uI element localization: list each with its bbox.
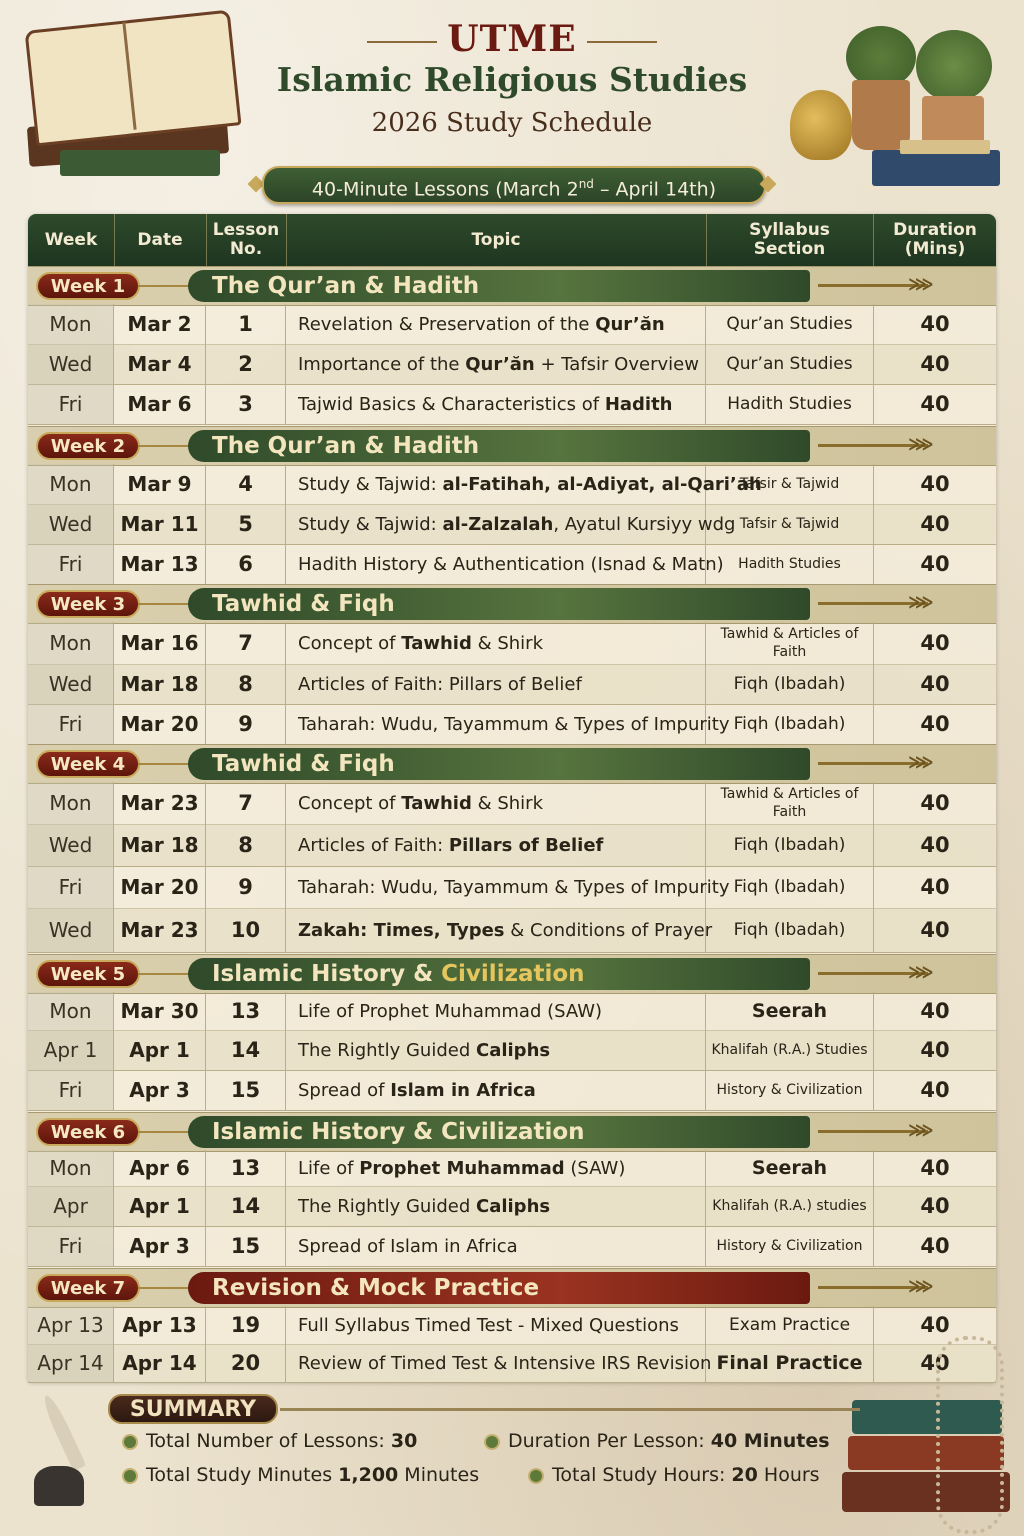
- col-duration: Duration (Mins): [893, 220, 977, 259]
- cell-date: Mar 16: [114, 622, 206, 664]
- topic-bold: Zakah: Times, Types: [298, 919, 505, 941]
- week-theme-banner: [188, 270, 810, 302]
- cell-syllabus-section: Tawhid & Articles of Faith: [706, 782, 874, 824]
- cell-duration: 40: [920, 999, 950, 1023]
- topic-text-end: , Ayatul Kursiyy wdg: [553, 513, 736, 535]
- topic-text: Articles of Faith: Pillars of Belief: [298, 673, 582, 695]
- cell-date: Apr 14: [114, 1344, 206, 1382]
- cell-day: Mon: [28, 782, 114, 824]
- topic-text: Articles of Faith:: [298, 834, 449, 856]
- topic-text: Study & Tajwid:: [298, 473, 443, 495]
- cell-topic: [286, 622, 706, 664]
- cell-duration: 40: [920, 312, 950, 336]
- cell-lesson-no: 1: [206, 304, 286, 344]
- week-connector: [138, 445, 193, 447]
- topic-bold: al-Fatihah, al-Adiyat, al-Qari’ah: [442, 473, 762, 495]
- week-band: [28, 584, 996, 624]
- cell-duration: 40: [920, 352, 950, 376]
- summary-label: Total Number of Lessons:: [146, 1430, 391, 1452]
- table-row: [28, 704, 996, 745]
- cell-day: Fri: [28, 544, 114, 584]
- summary-divider: [280, 1408, 860, 1411]
- week-theme-banner: [188, 958, 810, 990]
- cell-duration: 40: [920, 1156, 950, 1180]
- topic-text: Spread of Islam in Africa: [298, 1235, 518, 1257]
- bullet-icon: [486, 1436, 498, 1448]
- table-row: [28, 664, 996, 705]
- cell-syllabus-section: History & Civilization: [706, 1070, 874, 1110]
- col-section: Syllabus Section: [706, 214, 874, 266]
- bullet-icon: [124, 1436, 136, 1448]
- cell-duration: 40: [920, 712, 950, 736]
- cell-duration: 40: [920, 472, 950, 496]
- cell-date: Mar 18: [114, 824, 206, 866]
- cell-lesson-no: 14: [206, 1030, 286, 1070]
- week-band: [28, 266, 996, 306]
- cell-day: Wed: [28, 344, 114, 384]
- table-row: [28, 622, 996, 665]
- table-row: [28, 504, 996, 545]
- week-theme-banner: [188, 1116, 810, 1148]
- cell-topic: [286, 344, 706, 384]
- cell-day: Mon: [28, 304, 114, 344]
- week-pill: Week 1: [36, 272, 140, 300]
- cell-topic: [286, 544, 724, 584]
- summary-total-lessons: [124, 1430, 417, 1452]
- arrow-right-icon: ⋙: [908, 1276, 934, 1297]
- cell-lesson-no: 13: [206, 1150, 286, 1186]
- table-row: [28, 908, 996, 953]
- summary-total-hours: [530, 1464, 820, 1486]
- week-pill: Week 7: [36, 1274, 140, 1302]
- cell-day: Mon: [28, 464, 114, 504]
- subtitle: Islamic Religious Studies: [276, 60, 748, 99]
- arrow-right-icon: ⋙: [908, 962, 934, 983]
- topic-text: Full Syllabus Timed Test - Mixed Questions: [298, 1314, 679, 1336]
- cell-syllabus-section: Fiqh (Ibadah): [706, 866, 874, 908]
- cell-date: Mar 23: [114, 908, 206, 952]
- week-band: [28, 954, 996, 994]
- summary-label: Total Study Hours:: [552, 1464, 732, 1486]
- cell-date: Apr 1: [114, 1030, 206, 1070]
- topic-text-end: (SAW): [564, 1157, 626, 1179]
- cell-date: Mar 20: [114, 866, 206, 908]
- cell-syllabus-section: Qur’an Studies: [706, 344, 874, 384]
- topic-text: Taharah: Wudu, Tayammum & Types of Impurity: [298, 876, 730, 898]
- topic-text-end: & Shirk: [471, 632, 543, 654]
- cell-day: Fri: [28, 384, 114, 424]
- cell-day: Wed: [28, 824, 114, 866]
- cell-day: Wed: [28, 908, 114, 952]
- week-theme-banner: [188, 1272, 810, 1304]
- cell-day: Mon: [28, 992, 114, 1030]
- week-pill: Week 6: [36, 1118, 140, 1146]
- cell-day: Fri: [28, 866, 114, 908]
- topic-text: Concept of: [298, 632, 402, 654]
- summary-total-minutes: [124, 1464, 479, 1486]
- cell-day: Apr: [28, 1186, 114, 1226]
- table-row: [28, 1226, 996, 1267]
- topic-bold: Tawhid: [401, 792, 472, 814]
- topic-text: Revelation & Preservation of the: [298, 313, 596, 335]
- topic-text-end: & Shirk: [471, 792, 543, 814]
- cell-syllabus-section: Khalifah (R.A.) Studies: [706, 1030, 874, 1070]
- cell-topic: [286, 384, 706, 424]
- topic-text: Tajwid Basics & Characteristics of: [298, 393, 605, 415]
- week-connector: [138, 285, 193, 287]
- cell-lesson-no: 9: [206, 704, 286, 744]
- header: [0, 0, 1024, 210]
- cell-topic: [286, 1344, 712, 1382]
- summary-suffix: Hours: [757, 1464, 820, 1486]
- ribbon-text: 40-Minute Lessons (March 2: [311, 178, 579, 201]
- cell-syllabus-section: Fiqh (Ibadah): [706, 704, 874, 744]
- table-row: [28, 1030, 996, 1071]
- cell-syllabus-section: Hadith Studies: [706, 384, 874, 424]
- week-theme-accent: Civilization: [441, 961, 585, 987]
- cell-syllabus-section: Hadith Studies: [706, 544, 874, 584]
- week-theme-banner: [188, 748, 810, 780]
- cell-duration: 40: [920, 1038, 950, 1062]
- cell-syllabus-section: History & Civilization: [706, 1226, 874, 1266]
- topic-text: Spread of: [298, 1079, 391, 1101]
- week-theme-text: Tawhid & Fiqh: [212, 591, 395, 617]
- cell-day: Fri: [28, 1070, 114, 1110]
- summary-value: 20: [731, 1464, 758, 1486]
- cell-date: Mar 2: [114, 304, 206, 344]
- cell-duration: 40: [920, 631, 950, 655]
- cell-duration: 40: [920, 672, 950, 696]
- cell-date: Mar 11: [114, 504, 206, 544]
- cell-lesson-no: 5: [206, 504, 286, 544]
- cell-duration: 40: [920, 1194, 950, 1218]
- week-connector: [138, 1131, 193, 1133]
- arrow-right-icon: ⋙: [908, 592, 934, 613]
- schedule-table: [28, 214, 996, 1382]
- cell-date: Apr 1: [114, 1186, 206, 1226]
- cell-lesson-no: 15: [206, 1070, 286, 1110]
- summary-value: 30: [390, 1430, 418, 1452]
- topic-text: Review of Timed Test & Intensive IRS Revision: [298, 1352, 712, 1374]
- title: [0, 18, 1024, 60]
- topic-bold: al-Zalzalah: [442, 513, 554, 535]
- cell-topic: [286, 1150, 706, 1186]
- week-connector: [138, 603, 193, 605]
- title-rule: [367, 41, 437, 43]
- cell-syllabus-section: Fiqh (Ibadah): [706, 908, 874, 952]
- col-week: Week: [28, 214, 115, 266]
- cell-topic: [286, 1070, 706, 1110]
- title-rule: [587, 41, 657, 43]
- week-band: [28, 1268, 996, 1308]
- cell-topic: [286, 782, 706, 824]
- table-row: [28, 1306, 996, 1345]
- table-row: [28, 304, 996, 345]
- topic-bold: Pillars of Belief: [448, 834, 604, 856]
- cell-day: Fri: [28, 704, 114, 744]
- topic-bold: Prophet Muhammad: [359, 1157, 565, 1179]
- cell-syllabus-section: Fiqh (Ibadah): [706, 824, 874, 866]
- arrow-right-icon: ⋙: [908, 1120, 934, 1141]
- cell-topic: [286, 1030, 706, 1070]
- week-pill: Week 5: [36, 960, 140, 988]
- cell-duration: 40: [920, 392, 950, 416]
- cell-syllabus-section: Seerah: [706, 1150, 874, 1186]
- week-theme-text: Revision & Mock Practice: [212, 1275, 540, 1301]
- cell-duration: 40: [920, 875, 950, 899]
- week-theme-text: The Qur’an & Hadith: [212, 273, 480, 299]
- cell-lesson-no: 8: [206, 664, 286, 704]
- table-row: [28, 1070, 996, 1111]
- cell-lesson-no: 7: [206, 782, 286, 824]
- cell-lesson-no: 3: [206, 384, 286, 424]
- topic-bold: Caliphs: [475, 1039, 551, 1061]
- cell-topic: [286, 992, 706, 1030]
- table-row: [28, 866, 996, 909]
- summary-value: 1,200: [338, 1464, 399, 1486]
- cell-syllabus-section: Final Practice: [706, 1344, 874, 1382]
- cell-duration: 40: [920, 791, 950, 815]
- cell-duration: 40: [920, 1234, 950, 1258]
- cell-day: Apr 14: [28, 1344, 114, 1382]
- cell-date: Apr 3: [114, 1226, 206, 1266]
- cell-syllabus-section: Seerah: [706, 992, 874, 1030]
- title-text: UTME: [447, 18, 577, 60]
- topic-text: The Rightly Guided: [298, 1039, 476, 1061]
- week-theme-text: Islamic History &: [212, 961, 442, 987]
- year-line: 2026 Study Schedule: [371, 108, 653, 138]
- col-lesson: Lesson No.: [206, 214, 287, 266]
- topic-bold: Caliphs: [475, 1195, 551, 1217]
- summary-value: 40 Minutes: [710, 1430, 830, 1452]
- table-row: [28, 1186, 996, 1227]
- cell-syllabus-section: Tafsir & Tajwid: [706, 464, 874, 504]
- topic-bold: Qur’ăn: [595, 313, 665, 335]
- cell-day: Mon: [28, 1150, 114, 1186]
- cell-lesson-no: 14: [206, 1186, 286, 1226]
- cell-topic: [286, 704, 730, 744]
- topic-text: Study & Tajwid:: [298, 513, 443, 535]
- summary-label: Duration Per Lesson:: [508, 1430, 711, 1452]
- week-connector: [138, 763, 193, 765]
- cell-duration: 40: [920, 1078, 950, 1102]
- cell-day: Apr 1: [28, 1030, 114, 1070]
- lessons-ribbon: [262, 166, 766, 204]
- cell-date: Mar 20: [114, 704, 206, 744]
- topic-text: The Rightly Guided: [298, 1195, 476, 1217]
- cell-day: Mon: [28, 622, 114, 664]
- topic-bold: Qur’ăn: [465, 353, 535, 375]
- cell-day: Apr 13: [28, 1306, 114, 1344]
- topic-text: Life of Prophet Muhammad (SAW): [298, 1000, 603, 1022]
- summary-section: [0, 1390, 1024, 1536]
- cell-date: Mar 23: [114, 782, 206, 824]
- cell-lesson-no: 13: [206, 992, 286, 1030]
- cell-lesson-no: 19: [206, 1306, 286, 1344]
- bullet-icon: [530, 1470, 542, 1482]
- week-pill: Week 4: [36, 750, 140, 778]
- table-row: [28, 1150, 996, 1187]
- cell-duration: 40: [920, 512, 950, 536]
- cell-topic: [286, 1226, 706, 1266]
- cell-syllabus-section: Exam Practice: [706, 1306, 874, 1344]
- cell-date: Mar 6: [114, 384, 206, 424]
- week-band: [28, 426, 996, 466]
- cell-date: Apr 13: [114, 1306, 206, 1344]
- week-theme-text: Islamic History & Civilization: [212, 1119, 585, 1145]
- cell-date: Apr 3: [114, 1070, 206, 1110]
- cell-day: Wed: [28, 664, 114, 704]
- week-pill: Week 3: [36, 590, 140, 618]
- table-row: [28, 782, 996, 825]
- topic-text-end: & Conditions of Prayer: [504, 919, 713, 941]
- summary-label: Total Study Minutes: [146, 1464, 339, 1486]
- cell-duration: 40: [920, 552, 950, 576]
- week-band: [28, 1112, 996, 1152]
- week-theme-banner: [188, 588, 810, 620]
- cell-lesson-no: 2: [206, 344, 286, 384]
- ribbon-sup: nd: [578, 177, 594, 191]
- arrow-right-icon: ⋙: [908, 434, 934, 455]
- cell-syllabus-section: Qur’an Studies: [706, 304, 874, 344]
- table-header: [28, 214, 996, 266]
- cell-topic: [286, 1186, 706, 1226]
- cell-day: Wed: [28, 504, 114, 544]
- cell-syllabus-section: Khalifah (R.A.) studies: [706, 1186, 874, 1226]
- cell-date: Mar 30: [114, 992, 206, 1030]
- topic-text-end: + Tafsir Overview: [534, 353, 699, 375]
- week-connector: [138, 1287, 193, 1289]
- week-connector: [138, 973, 193, 975]
- cell-date: Apr 6: [114, 1150, 206, 1186]
- week-theme-text: Tawhid & Fiqh: [212, 751, 395, 777]
- table-row: [28, 344, 996, 385]
- week-band: [28, 744, 996, 784]
- week-pill: Week 2: [36, 432, 140, 460]
- table-row: [28, 464, 996, 505]
- cell-topic: [286, 464, 762, 504]
- cell-syllabus-section: Fiqh (Ibadah): [706, 664, 874, 704]
- cell-date: Mar 4: [114, 344, 206, 384]
- cell-topic: [286, 304, 706, 344]
- col-topic: Topic: [286, 214, 707, 266]
- cell-lesson-no: 15: [206, 1226, 286, 1266]
- cell-duration: 40: [920, 1313, 950, 1337]
- topic-text: Concept of: [298, 792, 402, 814]
- topic-text: Life of: [298, 1157, 360, 1179]
- cell-lesson-no: 7: [206, 622, 286, 664]
- cell-duration: 40: [920, 833, 950, 857]
- cell-date: Mar 9: [114, 464, 206, 504]
- cell-lesson-no: 4: [206, 464, 286, 504]
- table-row: [28, 824, 996, 867]
- cell-topic: [286, 866, 730, 908]
- topic-text: Hadith History & Authentication (Isnad & Matn): [298, 553, 724, 575]
- cell-day: Fri: [28, 1226, 114, 1266]
- table-row: [28, 544, 996, 585]
- table-row: [28, 992, 996, 1031]
- ribbon-text-end: – April 14th): [593, 178, 717, 201]
- arrow-right-icon: ⋙: [908, 274, 934, 295]
- cell-lesson-no: 10: [206, 908, 286, 952]
- week-theme-banner: [188, 430, 810, 462]
- topic-bold: Islam in Africa: [390, 1079, 536, 1101]
- cell-topic: [286, 824, 706, 866]
- col-date: Date: [114, 214, 207, 266]
- cell-syllabus-section: Tawhid & Articles of Faith: [706, 622, 874, 664]
- table-row: [28, 1344, 996, 1383]
- cell-duration: 40: [920, 1351, 950, 1375]
- topic-bold: Tawhid: [401, 632, 472, 654]
- week-theme-text: The Qur’an & Hadith: [212, 433, 480, 459]
- cell-topic: [286, 504, 736, 544]
- cell-date: Mar 13: [114, 544, 206, 584]
- table-row: [28, 384, 996, 425]
- cell-lesson-no: 20: [206, 1344, 286, 1382]
- cell-topic: [286, 664, 706, 704]
- topic-text: Importance of the: [298, 353, 466, 375]
- cell-duration: 40: [920, 918, 950, 942]
- cell-syllabus-section: Tafsir & Tajwid: [706, 504, 874, 544]
- cell-date: Mar 18: [114, 664, 206, 704]
- topic-bold: Hadith: [604, 393, 673, 415]
- topic-text: Taharah: Wudu, Tayammum & Types of Impurity: [298, 713, 730, 735]
- summary-duration-per-lesson: [486, 1430, 830, 1452]
- summary-title: SUMMARY: [108, 1394, 278, 1424]
- cell-lesson-no: 9: [206, 866, 286, 908]
- cell-topic: [286, 1306, 706, 1344]
- cell-topic: [286, 908, 713, 952]
- summary-suffix: Minutes: [398, 1464, 480, 1486]
- cell-lesson-no: 6: [206, 544, 286, 584]
- cell-lesson-no: 8: [206, 824, 286, 866]
- arrow-right-icon: ⋙: [908, 752, 934, 773]
- bullet-icon: [124, 1470, 136, 1482]
